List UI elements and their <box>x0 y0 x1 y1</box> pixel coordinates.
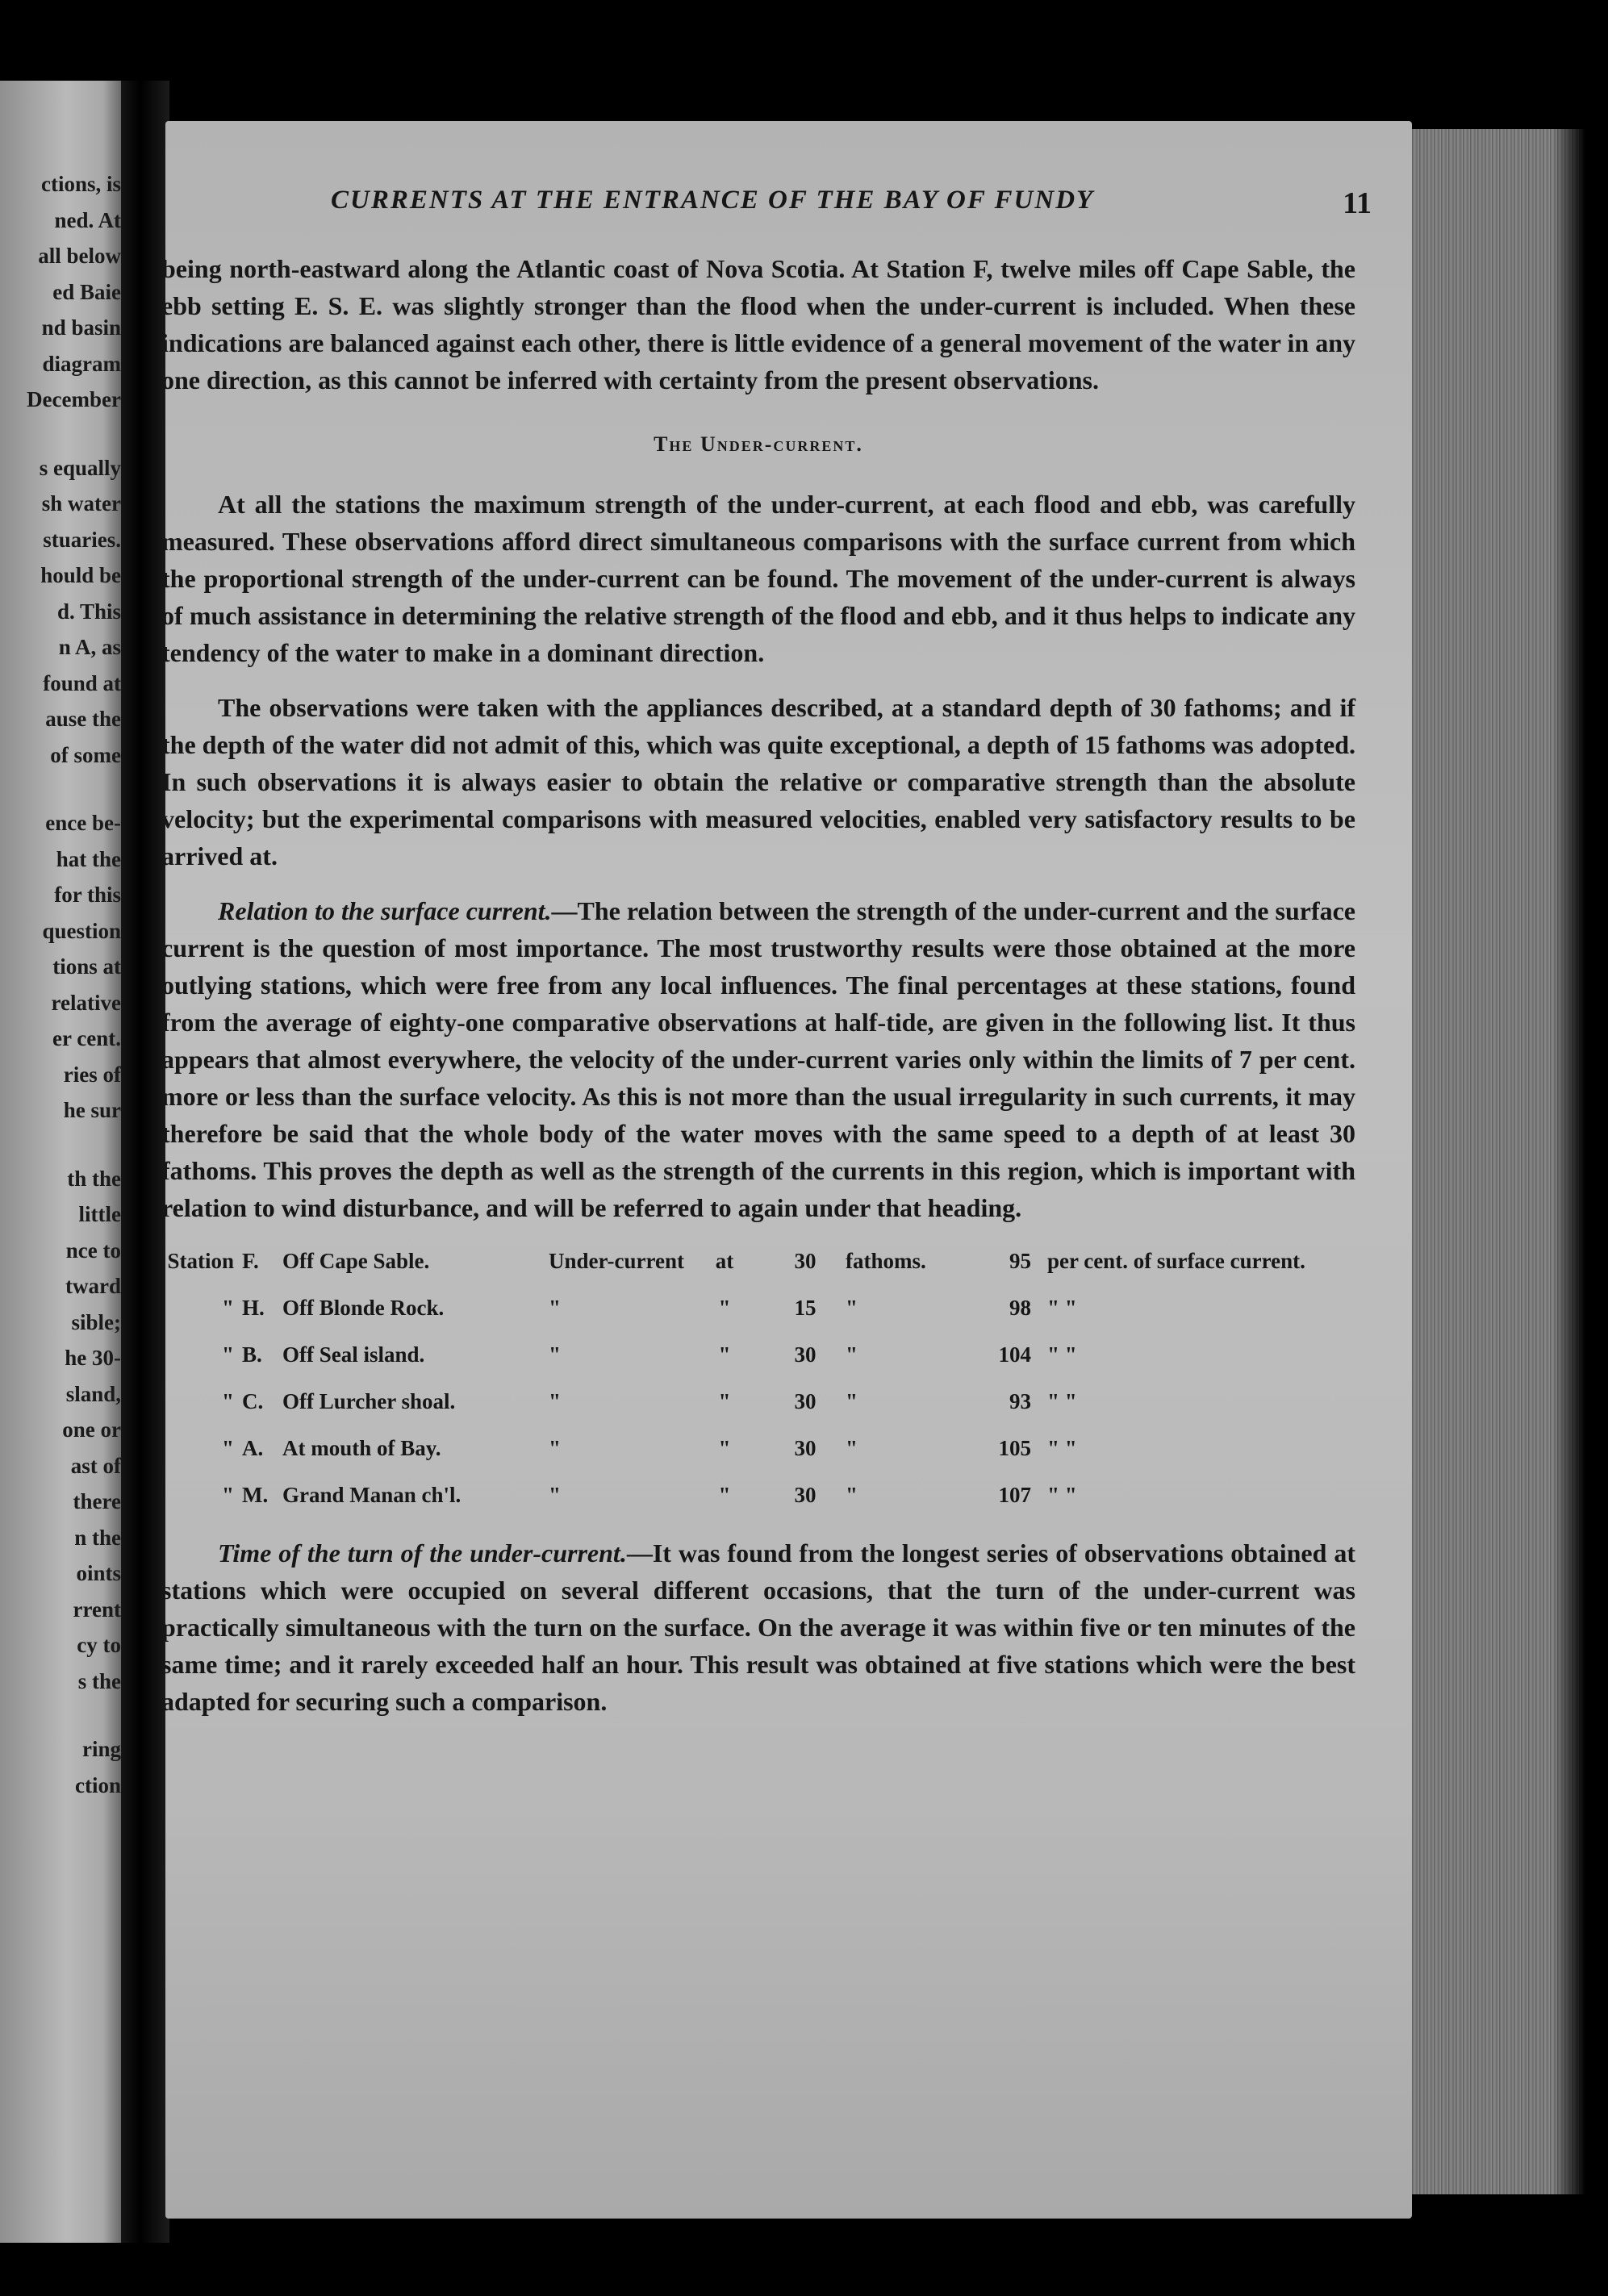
station-prefix: Station <box>167 1249 234 1273</box>
station-id: M. <box>242 1483 269 1507</box>
left-page-line: December <box>27 387 121 411</box>
under-current-at: " <box>718 1483 731 1507</box>
depth-unit: " <box>845 1483 858 1507</box>
left-page-fragment <box>0 81 121 2243</box>
depth-unit: " <box>845 1342 858 1367</box>
left-page-line: he sur <box>63 1098 121 1122</box>
section-title: The Under-current. <box>654 432 863 456</box>
left-page-line: cy to <box>77 1633 121 1657</box>
left-page-line: ction <box>75 1772 121 1797</box>
station-prefix: " <box>222 1436 234 1460</box>
table-row <box>161 1238 1355 1284</box>
left-page-line: tions at <box>52 954 121 979</box>
station-prefix: " <box>222 1389 234 1413</box>
percent-value: 95 <box>1009 1249 1031 1273</box>
depth-value: 15 <box>794 1296 817 1320</box>
paragraph-turn <box>161 1534 1355 1720</box>
left-page-line: oints <box>76 1561 121 1585</box>
left-page-line: th the <box>67 1166 121 1191</box>
under-current-label: " <box>549 1436 561 1460</box>
station-prefix: " <box>222 1296 234 1320</box>
left-page-line: d. This <box>56 599 121 624</box>
depth-unit: " <box>845 1436 858 1460</box>
table-row <box>161 1472 1355 1518</box>
paragraph-text: —The relation between the strength of the under-current and the surface current is the question of most importance. The most trustworthy results were those obtained at the more outlying stations, which were free from any local influences. The final percentages at these stations, found from the average of eighty-one comparative observations at half-tide, are given in the following list. It thus appears that almost everywhere, the velocity of the under-current varies only within the limits of 7 per cent. more or less than the surface velocity. As this is not more than the usual irregularity in such currents, it may therefore be said that the whole body of the water moves with the same speed to a depth of at least 30 fathoms. This proves the depth as well as the strength of the currents in this region, which is important with relation to wind disturbance, and will be referred to again under that heading. <box>161 896 1356 1222</box>
station-id: C. <box>242 1389 264 1413</box>
running-head: CURRENTS AT THE ENTRANCE OF THE BAY OF FUNDY <box>331 186 1095 215</box>
paragraph-observations: The observations were taken with the appliances described, at a standard depth of 30 fathoms; and if the depth of the water did not admit of this, which was quite exceptional, a depth of 15 fathoms was adopted. In such observations it is always easier to obtain the relative or comparative strength than the absolute velocity; but the experimental comparisons with measured velocities, enabled very satisfactory results to be arrived at. <box>161 693 1355 870</box>
paragraph-relation <box>161 892 1355 1226</box>
page-body <box>161 250 1355 1720</box>
table-row <box>161 1331 1355 1378</box>
under-current-label: Under-current <box>549 1249 684 1273</box>
paragraph-under-current: At all the stations the maximum strength of the under-current, at each flood and ebb, was carefully measured. These observations afford direct simultaneous comparisons with the surface current from which the proportional strength of the under-current can be found. The movement of the under-current is always of much assistance in determining the relative strength of the flood and ebb, and it thus helps to indicate any tendency of the water to make in a dominant direction. <box>161 490 1355 667</box>
left-page-line: s equally <box>39 455 121 480</box>
station-location: Off Seal island. <box>282 1342 425 1367</box>
paragraph-lead: Time of the turn of the under-current. <box>218 1538 627 1568</box>
percent-label: " " <box>1046 1389 1077 1413</box>
station-location: Off Lurcher shoal. <box>282 1389 456 1413</box>
under-current-label: " <box>549 1389 561 1413</box>
left-page-line: he 30- <box>65 1346 121 1370</box>
left-page-line: of some <box>50 742 121 767</box>
under-current-at: " <box>718 1342 731 1367</box>
station-location: Off Blonde Rock. <box>282 1296 445 1320</box>
station-location: Off Cape Sable. <box>282 1249 430 1273</box>
depth-value: 30 <box>794 1389 817 1413</box>
depth-unit: fathoms. <box>845 1249 926 1273</box>
depth-value: 30 <box>794 1342 817 1367</box>
left-page-line: ctions, is <box>40 172 121 196</box>
under-current-label: " <box>549 1342 561 1367</box>
left-page-line: ast of <box>70 1453 121 1478</box>
page-number: 11 <box>1343 186 1372 220</box>
left-page-line: tward <box>65 1274 121 1298</box>
left-page-line: sland, <box>65 1381 121 1406</box>
under-current-label: " <box>549 1483 561 1507</box>
left-page-line: one or <box>62 1417 121 1442</box>
station-id: B. <box>242 1342 262 1367</box>
percent-label: " " <box>1046 1342 1077 1367</box>
depth-unit: " <box>845 1389 858 1413</box>
percent-value: 105 <box>998 1436 1031 1460</box>
under-current-at: " <box>718 1389 731 1413</box>
left-page-line: ring <box>81 1737 121 1761</box>
percent-value: 93 <box>1009 1389 1031 1413</box>
left-page-line: hould be <box>40 563 121 587</box>
page-header <box>331 186 1372 226</box>
left-page-line: there <box>73 1489 121 1513</box>
left-page-line: relative <box>51 990 121 1015</box>
station-id: A. <box>242 1436 264 1460</box>
under-current-at: " <box>718 1436 731 1460</box>
station-prefix: " <box>222 1342 234 1367</box>
left-page-line: hat the <box>56 846 121 871</box>
percent-label: " " <box>1046 1436 1077 1460</box>
percent-label: per cent. of surface current. <box>1046 1249 1305 1273</box>
under-current-at: at <box>715 1249 734 1273</box>
left-page-line: ned. At <box>54 207 121 232</box>
left-page-line: s the <box>77 1668 121 1693</box>
left-page-line: little <box>78 1202 121 1226</box>
left-page-line: ed Baie <box>52 279 121 304</box>
station-location: At mouth of Bay. <box>282 1436 441 1460</box>
percent-value: 104 <box>998 1342 1031 1367</box>
left-page-line: diagram <box>42 351 121 376</box>
station-prefix: " <box>222 1483 234 1507</box>
left-page-line: n the <box>74 1525 121 1550</box>
percent-value: 98 <box>1009 1296 1031 1320</box>
left-page-line: question <box>42 918 121 943</box>
table-row <box>161 1378 1355 1425</box>
percent-label: " " <box>1046 1296 1077 1320</box>
paragraph-continuation: being north-eastward along the Atlantic coast of Nova Scotia. At Station F, twelve miles off Cape Sable, the ebb setting E. S. E. was slightly stronger than the flood when the under-current is included. When these indications are balanced against each other, there is little evidence of a general movement of the water in any one direction, as this cannot be inferred with certainty from the present observations. <box>161 254 1355 394</box>
left-page-line: sible; <box>71 1309 121 1334</box>
left-page-line: rrent <box>73 1597 121 1622</box>
left-page-line: er cent. <box>52 1026 121 1050</box>
station-id: F. <box>242 1249 259 1273</box>
table-row <box>161 1284 1355 1331</box>
left-page-line: for this <box>54 883 121 907</box>
percent-label: " " <box>1046 1483 1077 1507</box>
left-page-line: ries of <box>63 1062 121 1087</box>
left-page-line: nd basin <box>41 315 121 340</box>
station-location: Grand Manan ch'l. <box>282 1483 462 1507</box>
left-page-line: all below <box>38 244 121 268</box>
depth-value: 30 <box>794 1436 817 1460</box>
left-page-line: stuaries. <box>43 527 121 552</box>
left-page-line: found at <box>43 670 121 695</box>
table-row <box>161 1425 1355 1472</box>
page-edges <box>1412 129 1585 2194</box>
paragraph-text: —It was found from the longest series of observations obtained at stations which were occupied on several different occasions, that the turn of the under-current was practically simultaneous with the turn on the surface. On the average it was within five or ten minutes of the same time; and it rarely exceeded half an hour. This result was obtained at five stations which were the best adapted for securing such a comparison. <box>161 1538 1356 1716</box>
depth-value: 30 <box>794 1249 817 1273</box>
stations-table <box>161 1238 1355 1518</box>
paragraph-lead: Relation to the surface current. <box>218 896 552 925</box>
depth-unit: " <box>845 1296 858 1320</box>
depth-value: 30 <box>794 1483 817 1507</box>
station-id: H. <box>242 1296 265 1320</box>
left-page-line: ause the <box>45 707 121 731</box>
under-current-label: " <box>549 1296 561 1320</box>
left-page-line: n A, as <box>58 635 121 659</box>
under-current-at: " <box>718 1296 731 1320</box>
left-page-line: ence be- <box>45 811 121 835</box>
left-page-line: sh water <box>41 491 121 516</box>
percent-value: 107 <box>998 1483 1031 1507</box>
left-page-line: nce to <box>65 1238 121 1263</box>
